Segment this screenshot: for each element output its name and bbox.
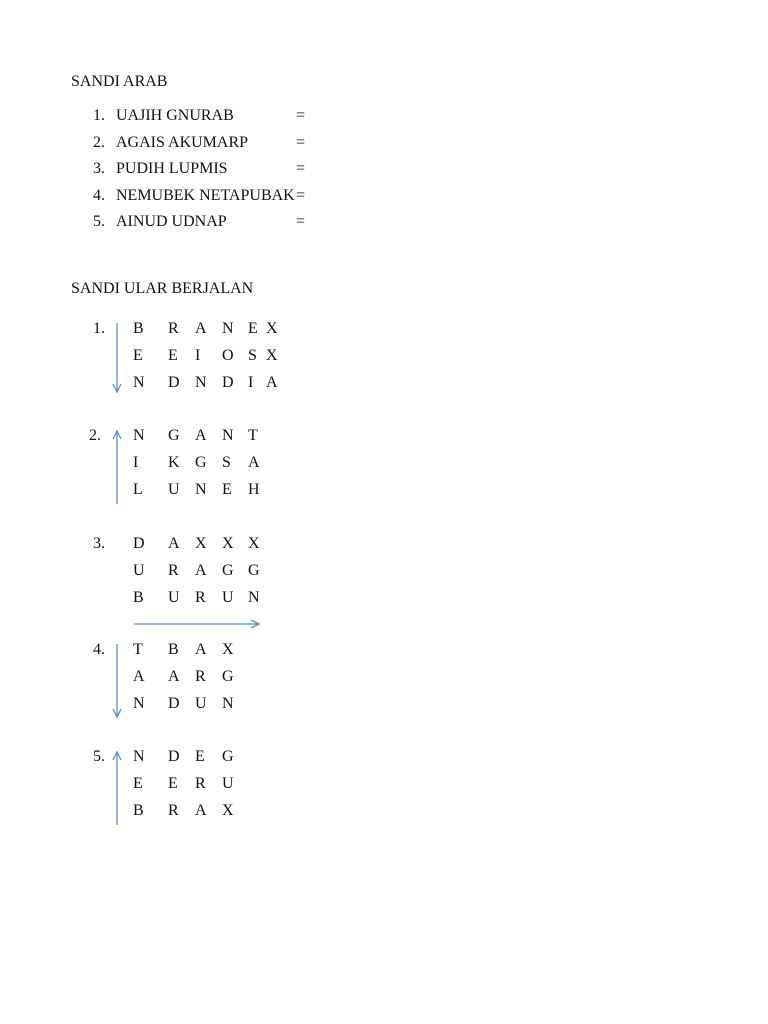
grid-letter: D	[222, 374, 234, 391]
grid-letter: D	[168, 695, 180, 712]
grid-letter: A	[248, 454, 260, 471]
grid-letter: U	[222, 589, 234, 606]
grid-letter: R	[195, 589, 206, 606]
grid-letter: E	[168, 775, 178, 792]
grid-letter: D	[133, 535, 145, 552]
list-item-cipher-text: NEMUBEK NETAPUBAK	[116, 186, 295, 204]
list-item-cipher-text: AGAIS AKUMARP	[116, 133, 249, 151]
list-item-cipher-text: UAJIH GNURAB	[116, 107, 234, 124]
grid-letter: E	[168, 347, 178, 364]
list-item-number: 3.	[93, 160, 105, 177]
grid-letter: U	[222, 775, 234, 792]
arrow-down-icon	[112, 644, 122, 718]
grid-letter: U	[195, 695, 207, 712]
arrow-up-icon	[112, 430, 122, 504]
list-item-equals: =	[296, 160, 306, 177]
list-item-number: 4.	[93, 186, 105, 204]
arrow-down-icon	[112, 323, 122, 393]
grid-letter: X	[195, 535, 207, 552]
grid-letter: I	[248, 374, 254, 391]
grid-letter: E	[195, 748, 205, 765]
grid-letter: N	[222, 427, 234, 444]
grid-letter: I	[195, 347, 201, 364]
grid-letter: U	[168, 481, 180, 498]
grid-letter: R	[195, 775, 206, 792]
grid-letter: N	[133, 427, 145, 444]
grid-letter: A	[168, 668, 180, 685]
grid-letter: N	[222, 695, 234, 712]
arrow-right-icon	[134, 619, 260, 629]
puzzle-number: 4.	[93, 641, 105, 658]
grid-letter: E	[248, 320, 258, 337]
grid-letter: I	[133, 454, 139, 471]
grid-letter: E	[222, 481, 232, 498]
grid-letter: X	[266, 347, 278, 364]
grid-letter: U	[133, 562, 145, 579]
grid-letter: G	[195, 454, 207, 471]
grid-letter: T	[133, 641, 143, 658]
grid-letter: S	[248, 347, 257, 364]
grid-letter: B	[133, 589, 144, 606]
grid-letter: R	[168, 320, 179, 337]
grid-letter: R	[168, 802, 179, 819]
grid-letter: X	[222, 802, 234, 819]
list-item-equals: =	[296, 186, 306, 204]
grid-letter: D	[168, 748, 180, 765]
grid-letter: S	[222, 454, 231, 471]
grid-letter: A	[266, 374, 278, 391]
list-item-cipher-text: PUDIH LUPMIS	[116, 160, 228, 177]
grid-letter: A	[195, 320, 207, 337]
grid-letter: G	[222, 562, 234, 579]
grid-letter: B	[133, 802, 144, 819]
list-item-cipher-text: AINUD UDNAP	[116, 213, 227, 230]
puzzle-number: 1.	[93, 320, 105, 337]
grid-letter: X	[248, 535, 260, 552]
puzzle-number: 3.	[93, 535, 105, 552]
grid-letter: A	[195, 562, 207, 579]
grid-letter: H	[248, 481, 260, 498]
grid-letter: X	[266, 320, 278, 337]
grid-letter: N	[222, 320, 234, 337]
list-item-number: 1.	[93, 107, 105, 124]
grid-letter: L	[133, 481, 143, 498]
list-item-equals: =	[296, 107, 306, 124]
grid-letter: R	[195, 668, 206, 685]
list-item-number: 5.	[93, 213, 105, 230]
grid-letter: K	[168, 454, 180, 471]
grid-letter: N	[133, 748, 145, 765]
grid-letter: R	[168, 562, 179, 579]
puzzle-number: 5.	[93, 748, 105, 765]
grid-letter: A	[133, 668, 145, 685]
grid-letter: T	[248, 427, 258, 444]
grid-letter: N	[195, 481, 207, 498]
grid-letter: A	[195, 427, 207, 444]
grid-letter: N	[133, 695, 145, 712]
grid-letter: U	[168, 589, 180, 606]
grid-letter: A	[195, 802, 207, 819]
grid-letter: N	[195, 374, 207, 391]
grid-letter: A	[168, 535, 180, 552]
arrow-up-icon	[112, 751, 122, 825]
list-item-number: 2.	[93, 133, 105, 151]
grid-letter: G	[222, 748, 234, 765]
section-title-sandi-arab: SANDI ARAB	[71, 73, 168, 90]
list-item-equals: =	[296, 133, 306, 151]
grid-letter: N	[133, 374, 145, 391]
grid-letter: G	[168, 427, 180, 444]
grid-letter: B	[168, 641, 179, 658]
grid-letter: E	[133, 347, 143, 364]
grid-letter: O	[222, 347, 234, 364]
grid-letter: N	[248, 589, 260, 606]
grid-letter: G	[222, 668, 234, 685]
grid-letter: B	[133, 320, 144, 337]
grid-letter: A	[195, 641, 207, 658]
grid-letter: D	[168, 374, 180, 391]
grid-letter: X	[222, 641, 234, 658]
grid-letter: X	[222, 535, 234, 552]
list-item-equals: =	[296, 213, 306, 230]
grid-letter: G	[248, 562, 260, 579]
section-title-sandi-ular-berjalan: SANDI ULAR BERJALAN	[71, 280, 254, 297]
puzzle-number: 2.	[89, 427, 101, 444]
grid-letter: E	[133, 775, 143, 792]
